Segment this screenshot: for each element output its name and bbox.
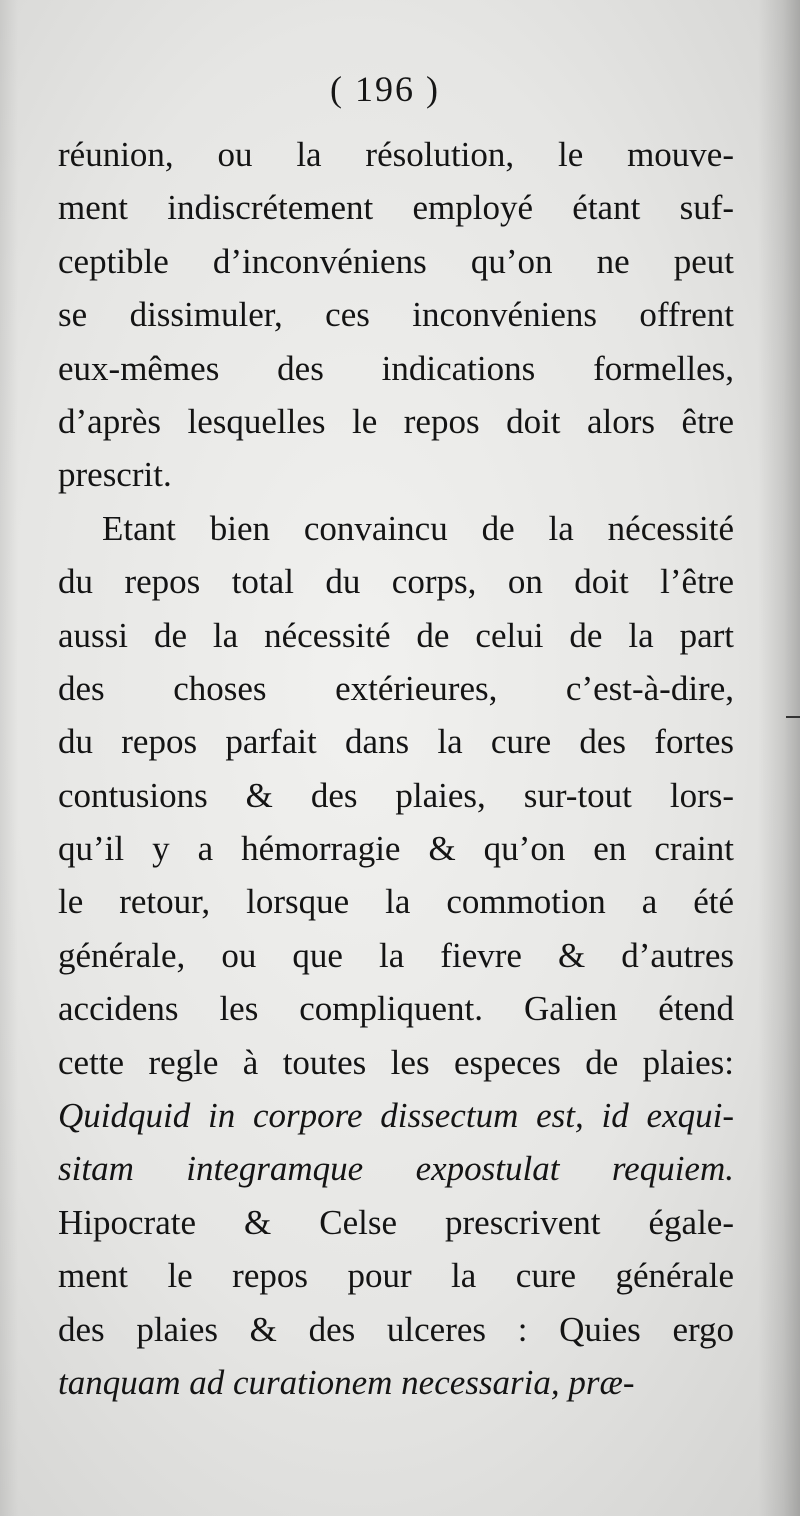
text-line: eux-mêmes des indications formelles, <box>58 348 734 388</box>
text-line: générale, ou que la fievre & d’autres <box>58 935 734 975</box>
text-line: Quidquid in corpore dissectum est, id exqui- <box>58 1096 734 1136</box>
text-line: contusions & des plaies, sur-tout lors- <box>58 775 734 815</box>
text-line: des plaies & des ulceres : Quies ergo <box>58 1309 734 1349</box>
text-line: du repos parfait dans la cure des fortes <box>58 722 734 762</box>
text-line: sitam integramque expostulat requiem. <box>58 1149 734 1189</box>
text-line: des choses extérieures, c’est-à-dire, <box>58 668 734 708</box>
body-text <box>58 128 734 1409</box>
text-line: ment indiscrétement employé étant suf- <box>58 188 734 228</box>
margin-mark <box>786 716 800 718</box>
text-line: Hipocrate & Celse prescrivent égale- <box>58 1202 734 1242</box>
page-edge-shadow <box>758 0 800 1516</box>
text-line: qu’il y a hémorragie & qu’on en craint <box>58 829 734 869</box>
text-line: prescrit. <box>58 455 172 495</box>
page-gutter-shadow <box>0 0 18 1516</box>
text-line: cette regle à toutes les especes de plaies: <box>58 1042 734 1082</box>
text-line: aussi de la nécessité de celui de la part <box>58 615 734 655</box>
text-line: ment le repos pour la cure générale <box>58 1256 734 1296</box>
page-number: ( 196 ) <box>330 69 440 109</box>
text-line: se dissimuler, ces inconvéniens offrent <box>58 295 734 335</box>
text-line: tanquam ad curationem necessaria, præ- <box>58 1362 635 1402</box>
text-line: ceptible d’inconvéniens qu’on ne peut <box>58 241 734 281</box>
text-line: réunion, ou la résolution, le mouve- <box>58 135 734 174</box>
text-line: Etant bien convaincu de la nécessité <box>102 508 734 548</box>
text-line: accidens les compliquent. Galien étend <box>58 989 734 1029</box>
text-line: le retour, lorsque la commotion a été <box>58 882 734 922</box>
text-line: d’après lesquelles le repos doit alors être <box>58 401 734 441</box>
text-line: du repos total du corps, on doit l’être <box>58 562 734 602</box>
